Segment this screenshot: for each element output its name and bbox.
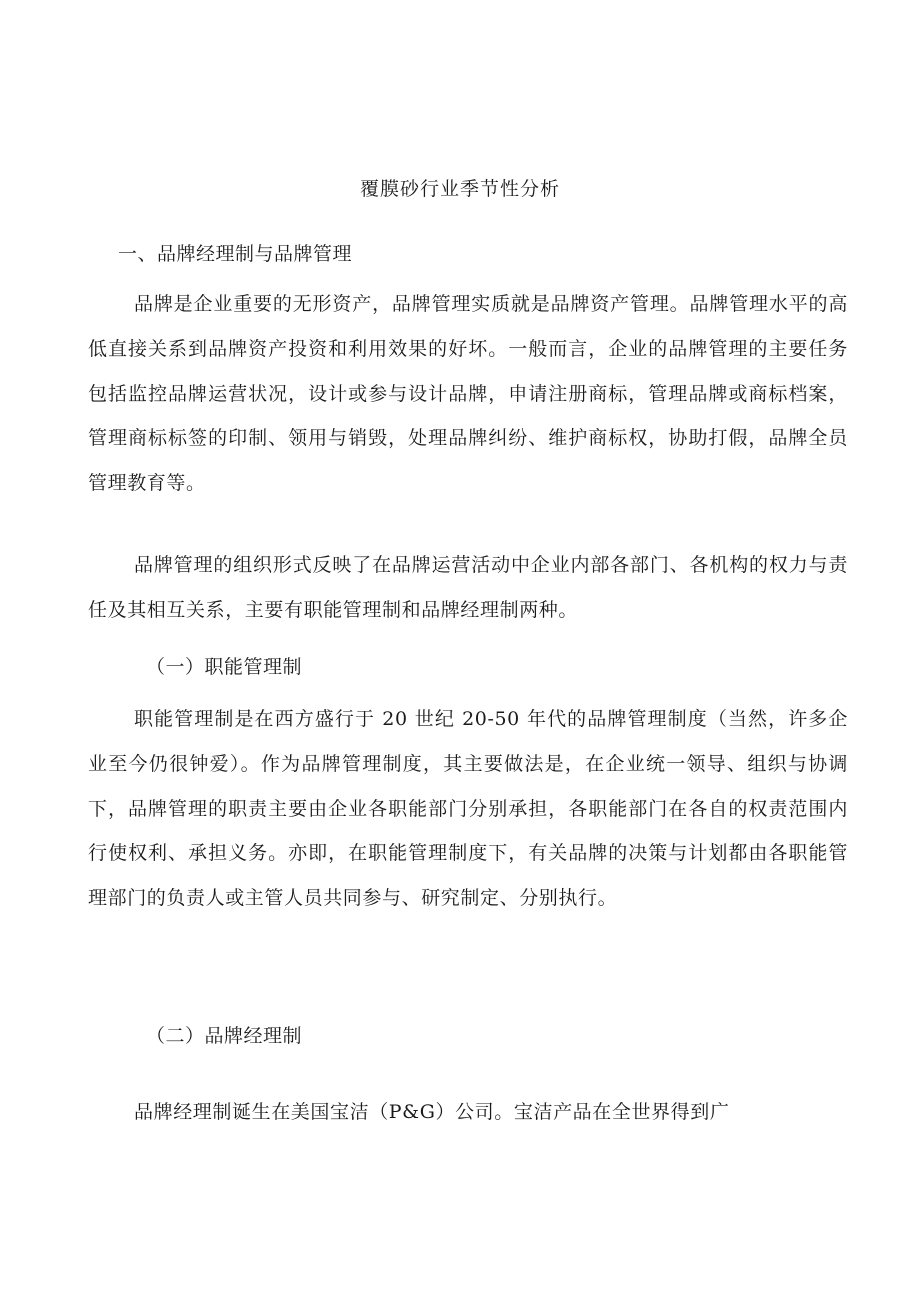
subsection-heading-functional: （一）职能管理制 (146, 656, 303, 678)
paragraph-functional-management: 职能管理制是在西方盛行于 20 世纪 20-50 年代的品牌管理制度（当然，许多企业至今仍很钟爱）。作为品牌管理制度，其主要做法是，在企业统一领导、组织与协调下，品牌管理的职责主要由企业各职能部门分别承担，各职能部门在各自的权责范围内行使权利、承担义务。亦即，在职能管理制度下，有关品牌的决策与计划都由各职能管理部门的负责人或主管人员共同参与、研究制定、分别执行。 (88, 708, 848, 910)
paragraph-brand-asset: 品牌是企业重要的无形资产，品牌管理实质就是品牌资产管理。品牌管理水平的高低直接关系到品牌资产投资和利用效果的好坏。一般而言，企业的品牌管理的主要任务包括监控品牌运营状况，设计或参与设计品牌，申请注册商标，管理品牌或商标档案，管理商标标签的印制、领用与销毁，处理品牌纠纷、维护商标权，协助打假，品牌全员管理教育等。 (88, 293, 848, 495)
paragraph-pg-origin: 品牌经理制诞生在美国宝洁（P&G）公司。宝洁产品在全世界得到广 (134, 1101, 730, 1123)
section-heading-brand-manager: 一、品牌经理制与品牌管理 (118, 243, 353, 265)
subsection-heading-brand-manager: （二）品牌经理制 (146, 1025, 303, 1047)
paragraph-organization-form: 品牌管理的组织形式反映了在品牌运营活动中企业内部各部门、各机构的权力与责任及其相互关系，主要有职能管理制和品牌经理制两种。 (88, 554, 848, 621)
document-title: 覆膜砂行业季节性分析 (359, 178, 560, 200)
